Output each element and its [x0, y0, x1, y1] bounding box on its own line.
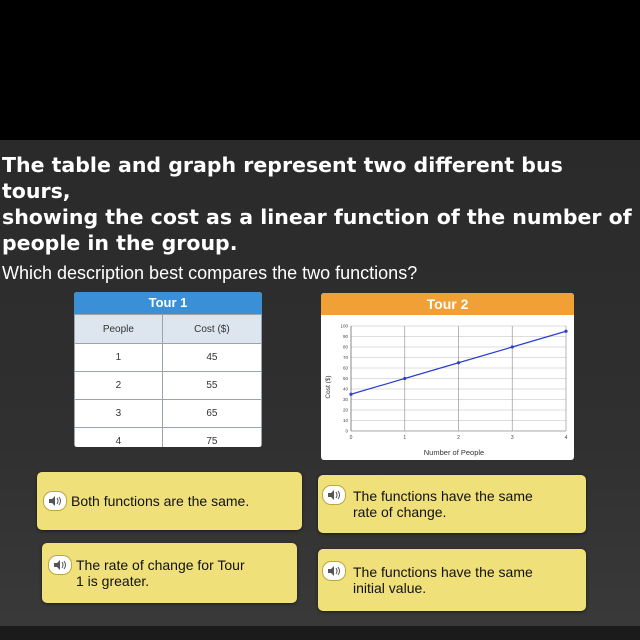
- question-line-3: people in the group.: [2, 231, 238, 255]
- y-tick-label: 0: [345, 428, 348, 434]
- answer-text: [353, 488, 533, 520]
- answer-line: The functions have the same: [353, 488, 533, 504]
- x-tick-label: 0: [349, 435, 353, 441]
- speaker-icon: [327, 490, 341, 500]
- data-point: [403, 377, 406, 380]
- graph-title: Tour 2: [321, 293, 574, 315]
- table-cell: 75: [162, 428, 261, 448]
- speaker-button[interactable]: [322, 561, 346, 581]
- table-row: [75, 400, 262, 428]
- table-cell: 45: [162, 344, 261, 372]
- table-cell: 55: [162, 372, 261, 400]
- table-cell: 3: [75, 400, 163, 428]
- answer-line: The rate of change for Tour: [76, 557, 245, 573]
- answer-option-b[interactable]: [318, 475, 586, 533]
- table-row: [75, 428, 262, 448]
- answer-text: [353, 564, 533, 596]
- data-point: [511, 345, 514, 348]
- answer-option-a[interactable]: [37, 472, 302, 530]
- table-row: [75, 344, 262, 372]
- y-axis-label: Cost ($): [325, 375, 332, 399]
- x-tick-label: 1: [403, 435, 407, 441]
- answer-text: Both functions are the same.: [71, 493, 250, 509]
- data-point: [457, 361, 460, 364]
- data-point: [564, 330, 567, 333]
- table-cell: 2: [75, 372, 163, 400]
- tour1-table: [74, 292, 262, 447]
- x-axis-label: Number of People: [423, 448, 485, 457]
- answer-option-c[interactable]: [42, 543, 297, 603]
- x-tick-label: 3: [510, 435, 514, 441]
- table-header-cost: Cost ($): [162, 315, 261, 344]
- x-tick-label: 2: [457, 435, 460, 441]
- y-tick-label: 80: [342, 344, 348, 350]
- question-text: [2, 152, 632, 256]
- line-chart: [321, 315, 574, 460]
- table-header-people: People: [75, 315, 163, 344]
- y-tick-label: 60: [342, 365, 348, 371]
- bottom-bar: [0, 626, 640, 640]
- speaker-button[interactable]: [322, 485, 346, 505]
- answer-line: initial value.: [353, 580, 427, 596]
- speaker-button[interactable]: [43, 491, 67, 511]
- data-point: [349, 393, 352, 396]
- answer-line: rate of change.: [353, 504, 447, 520]
- answer-line: The functions have the same: [353, 564, 533, 580]
- y-tick-label: 50: [342, 376, 348, 381]
- speaker-icon: [48, 496, 62, 506]
- y-tick-label: 40: [342, 386, 348, 392]
- table-cell: 1: [75, 344, 163, 372]
- table-cell: 65: [162, 400, 261, 428]
- speaker-icon: [53, 560, 67, 570]
- y-tick-label: 20: [342, 407, 348, 413]
- answer-option-d[interactable]: [318, 549, 586, 611]
- y-tick-label: 10: [342, 418, 348, 423]
- answer-text: [76, 557, 245, 589]
- answer-line: 1 is greater.: [76, 573, 150, 589]
- question-line-2: showing the cost as a linear function of the number of: [2, 205, 632, 229]
- y-tick-label: 30: [342, 397, 348, 402]
- data-table: [74, 314, 262, 447]
- y-tick-label: 90: [342, 334, 348, 339]
- table-row: [75, 372, 262, 400]
- table-cell: 4: [75, 428, 163, 448]
- y-tick-label: 70: [342, 355, 348, 360]
- speaker-button[interactable]: [48, 555, 72, 575]
- x-tick-label: 4: [564, 435, 568, 441]
- question-line-1: The table and graph represent two different bus tours,: [2, 153, 563, 203]
- speaker-icon: [327, 566, 341, 576]
- question-prompt: Which description best compares the two functions?: [2, 263, 418, 283]
- y-tick-label: 100: [340, 323, 348, 329]
- table-title: Tour 1: [74, 292, 262, 314]
- tour2-graph: [321, 293, 574, 460]
